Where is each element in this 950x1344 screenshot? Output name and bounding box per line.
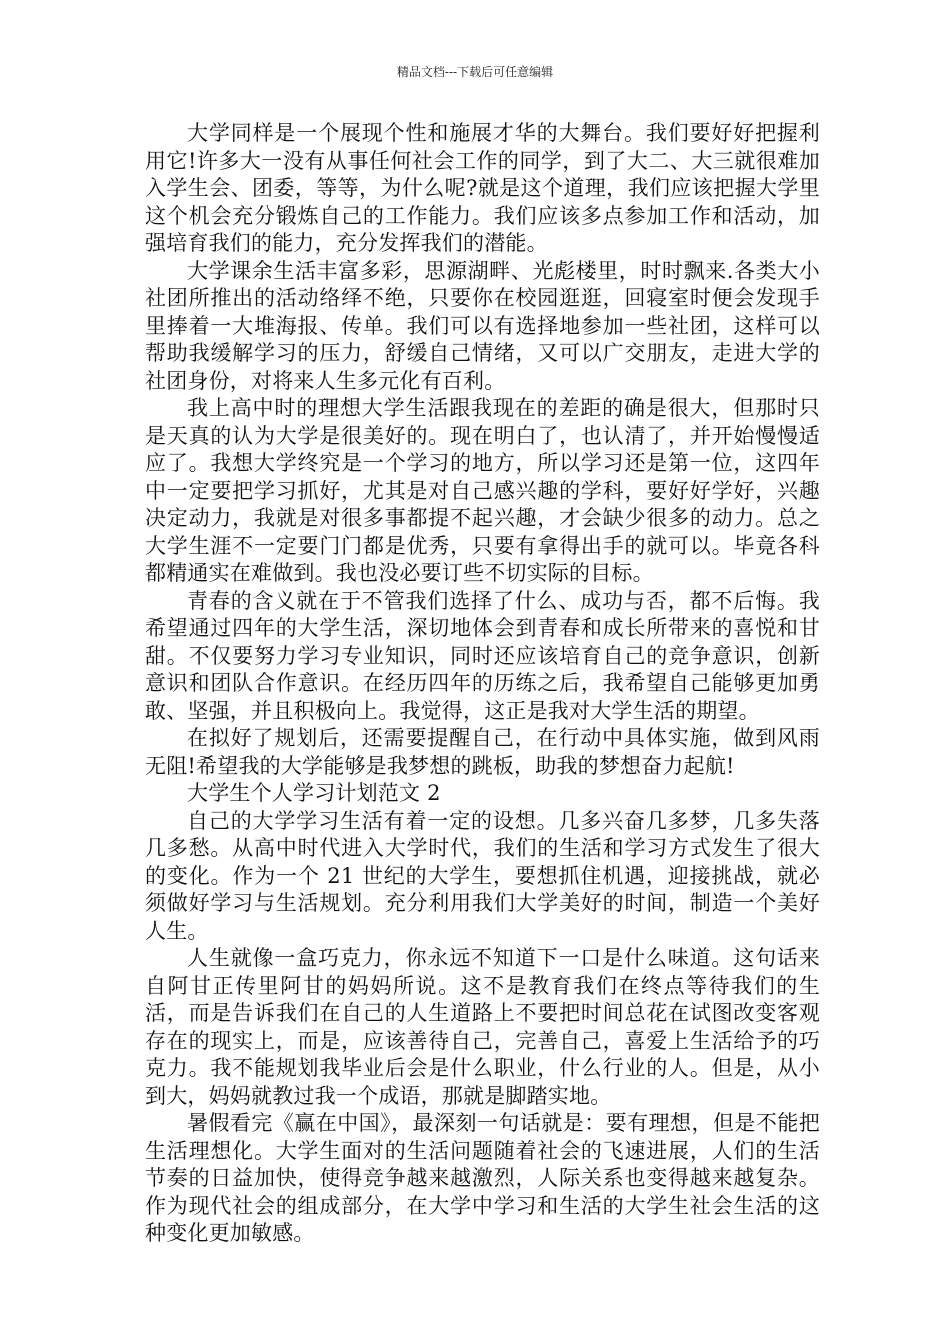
paragraph-7: 人生就像一盒巧克力，你永远不知道下一口是什么味道。这句话来自阿甘正传里阿甘的妈妈所说。这不是教育我们在终点等待我们的生活，而是告诉我们在自己的人生道路上不要把时间总花在试图改变客观存在的现实上，而是，应该善待自己，完善自己，喜爱上生活给予的巧克力。我不能规划我毕业后会是什么职业，什么行业的人。但是，从小到大，妈妈就教过我一个成语，那就是脚踏实地。 — [145, 946, 820, 1108]
page-header: 精品文档---下载后可任意编辑 — [396, 65, 554, 79]
paragraph-3: 我上高中时的理想大学生活跟我现在的差距的确是很大，但那时只是天真的认为大学是很美好的。现在明白了，也认清了，并开始慢慢适应了。我想大学终究是一个学习的地方，所以学习还是第一位，这四年中一定要把学习抓好，尤其是对自己感兴趣的学科，要好好学好，兴趣决定动力，我就是对很多事都提不起兴趣，才会缺少很多的动力。总之大学生涯不一定要门门都是优秀，只要有拿得出手的就可以。毕竟各科都精通实在难做到。我也没必要订些不切实际的目标。 — [145, 396, 820, 585]
paragraph-8: 暑假看完《赢在中国》，最深刻一句话就是：要有理想，但是不能把生活理想化。大学生面对的生活问题随着社会的飞速进展，人们的生活节奏的日益加快，使得竞争越来越激烈，人际关系也变得越来越复杂。作为现代社会的组成部分，在大学中学习和生活的大学生社会生活的这种变化更加敏感。 — [145, 1111, 820, 1245]
paragraph-1: 大学同样是一个展现个性和施展才华的大舞台。我们要好好把握利用它!许多大一没有从事任何社会工作的同学，到了大二、大三就很难加入学生会、团委，等等，为什么呢?就是这个道理，我们应该把握大学里这个机会充分锻炼自己的工作能力。我们应该多点参加工作和活动，加强培育我们的能力，充分发挥我们的潜能。 — [145, 121, 820, 255]
document-body — [145, 120, 820, 1248]
section-heading: 大学生个人学习计划范文 2 — [187, 781, 441, 805]
paragraph-6: 自己的大学学习生活有着一定的设想。几多兴奋几多梦，几多失落几多愁。从高中时代进入大学时代，我们的生活和学习方式发生了很大的变化。作为一个 21 世纪的大学生，要想抓住机遇，迎接挑战，就必须做好学习与生活规划。充分利用我们大学美好的时间，制造一个美好人生。 — [145, 808, 820, 943]
paragraph-2: 大学课余生活丰富多彩，思源湖畔、光彪楼里，时时飘来.各类大小社团所推出的活动络绎不绝，只要你在校园逛逛，回寝室时便会发现手里捧着一大堆海报、传单。我们可以有选择地参加一些社团，这样可以帮助我缓解学习的压力，舒缓自己情绪，又可以广交朋友，走进大学的社团身份，对将来人生多元化有百利。 — [145, 258, 820, 393]
paragraph-5: 在拟好了规划后，还需要提醒自己，在行动中具体实施，做到风雨无阻!希望我的大学能够是我梦想的跳板，助我的梦想奋力起航! — [145, 726, 820, 778]
paragraph-4: 青春的含义就在于不管我们选择了什么、成功与否，都不后悔。我希望通过四年的大学生活，深切地体会到青春和成长所带来的喜悦和甘甜。不仅要努力学习专业知识，同时还应该培育自己的竞争意识，创新意识和团队合作意识。在经历四年的历练之后，我希望自己能够更加勇敢、坚强，并且积极向上。我觉得，这正是我对大学生活的期望。 — [145, 588, 820, 723]
